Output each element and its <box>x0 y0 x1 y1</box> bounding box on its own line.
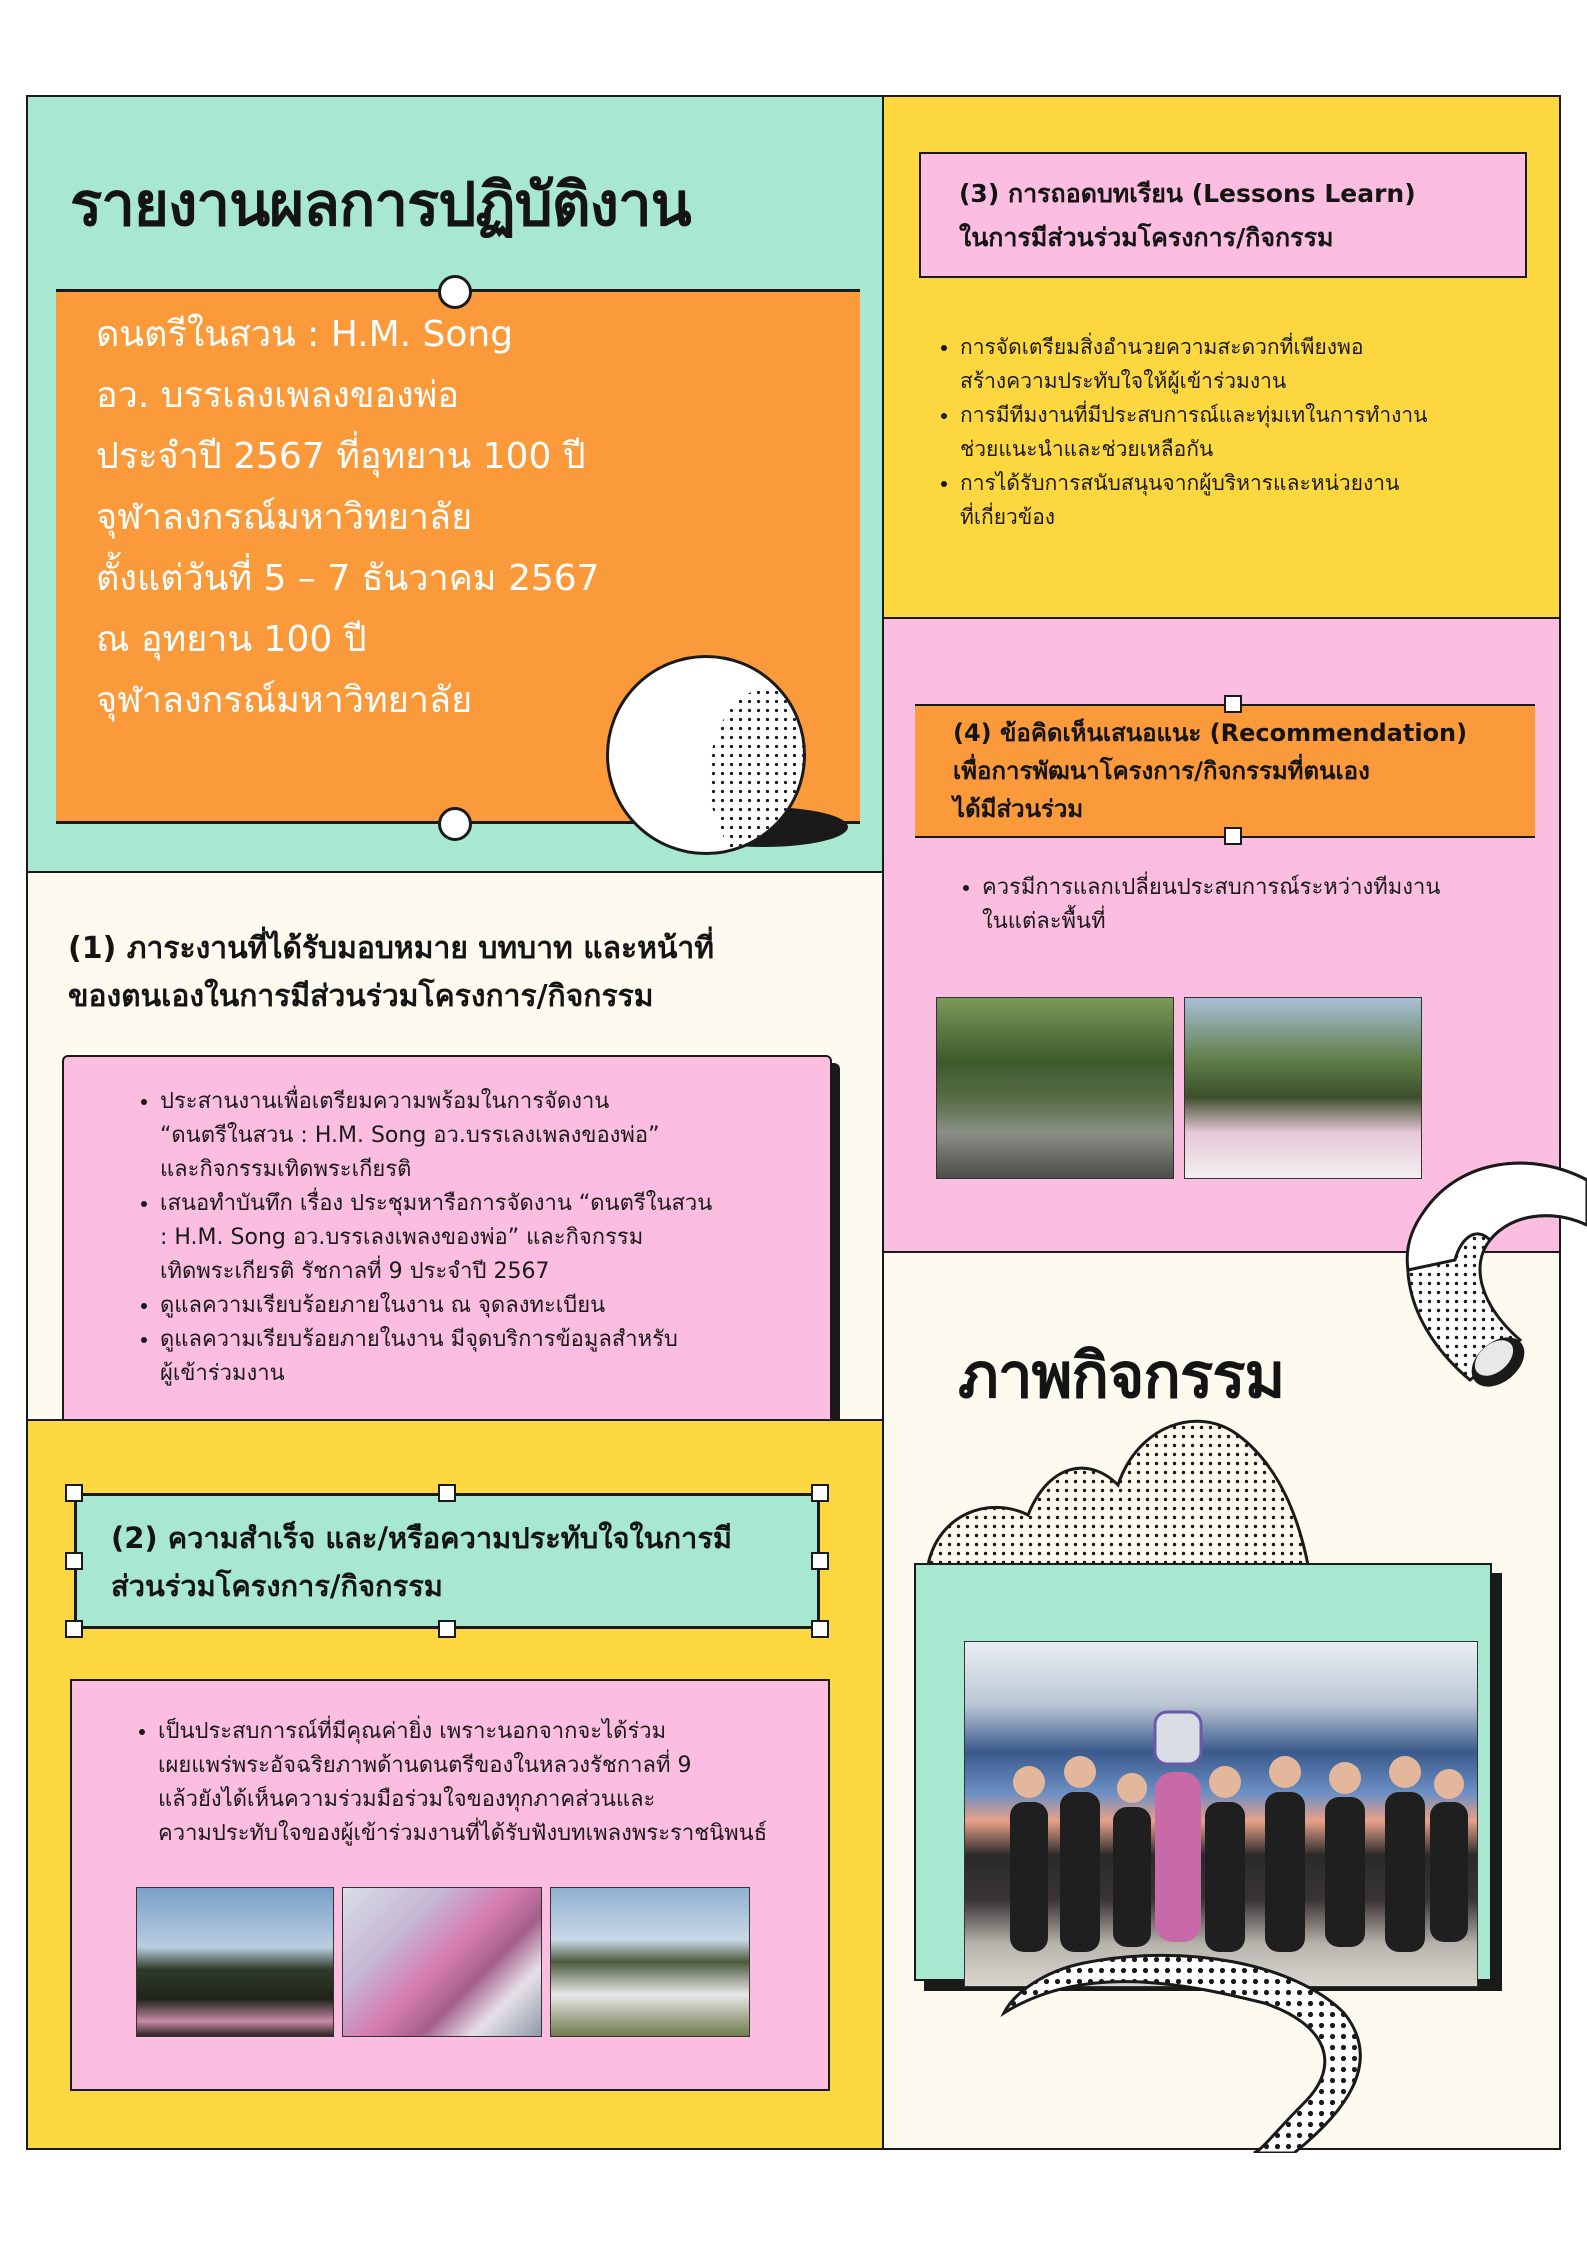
selection-handle <box>438 1620 456 1638</box>
concert-photo <box>136 1887 334 2037</box>
section-2-heading-line: ส่วนร่วมโครงการ/กิจกรรม <box>111 1569 443 1603</box>
list-item-text: การได้รับการสนับสนุนจากผู้บริหารและหน่วยงาน <box>960 471 1400 495</box>
section-2-heading <box>111 1514 811 1610</box>
list-item-text: ควรมีการแลกเปลี่ยนประสบการณ์ระหว่างทีมงาน <box>982 875 1441 900</box>
header-section <box>26 95 884 873</box>
section-1-card <box>62 1055 832 1427</box>
list-item <box>158 1715 814 1851</box>
list-item-text: สร้างความประทับใจให้ผู้เข้าร่วมงาน <box>960 369 1287 393</box>
list-item <box>960 398 1526 466</box>
list-item-text: เผยแพร่พระอัจฉริยภาพด้านดนตรีของในหลวงรัชกาลที่ 9 <box>158 1753 692 1778</box>
list-item <box>160 1289 816 1323</box>
section-1-heading <box>68 925 868 1021</box>
connector-circle-top <box>438 275 472 309</box>
section-2-list <box>124 1715 814 1851</box>
event-line: ดนตรีในสวน : H.M. Song <box>96 314 514 355</box>
list-item-text: เทิดพระเกียรติ รัชกาลที่ 9 ประจำปี 2567 <box>160 1259 550 1284</box>
list-item <box>160 1323 816 1391</box>
event-line: ประจำปี 2567 ที่อุทยาน 100 ปี <box>96 436 586 477</box>
section-3-heading-box <box>919 152 1527 278</box>
section-4-heading-line: (4) ข้อคิดเห็นเสนอแนะ (Recommendation) <box>953 719 1468 747</box>
souvenir-photo <box>342 1887 542 2037</box>
selection-handle <box>1224 827 1242 845</box>
list-item <box>160 1085 816 1187</box>
list-item-text: เป็นประสบการณ์ที่มีคุณค่ายิ่ง เพราะนอกจากจะได้ร่วม <box>158 1719 667 1744</box>
section-2-card <box>70 1679 830 2091</box>
list-item-text: ประสานงานเพื่อเตรียมความพร้อมในการจัดงาน <box>160 1089 610 1114</box>
selection-handle <box>811 1484 829 1502</box>
seating-photo <box>550 1887 750 2037</box>
ball-dots <box>709 688 806 855</box>
section-3-list <box>926 330 1526 534</box>
list-item-text: ช่วยแนะนำและช่วยเหลือกัน <box>960 437 1214 461</box>
dotted-ribbon-decoration <box>964 1943 1384 2153</box>
section-1-heading-line: ของตนเองในการมีส่วนร่วมโครงการ/กิจกรรม <box>68 979 654 1014</box>
walking-crowd-photo <box>936 997 1174 1179</box>
event-line: ตั้งแต่วันที่ 5 – 7 ธันวาคม 2567 <box>96 558 600 599</box>
connector-circle-bottom <box>438 807 472 841</box>
event-line: จุฬาลงกรณ์มหาวิทยาลัย <box>96 497 473 538</box>
section-2-heading-line: (2) ความสำเร็จ และ/หรือความประทับใจในการมี <box>111 1521 733 1555</box>
list-item <box>982 871 1528 939</box>
group-photo-frame <box>914 1563 1492 1981</box>
list-item <box>960 466 1526 534</box>
section-4-heading <box>953 714 1533 828</box>
section-3 <box>882 95 1561 619</box>
selection-handle <box>811 1552 829 1570</box>
section-4-heading-box <box>915 704 1535 838</box>
section-2 <box>26 1419 884 2150</box>
list-item-text: แล้วยังได้เห็นความร่วมมือร่วมใจของทุกภาคส่วนและ <box>158 1787 656 1812</box>
section-4-heading-line: เพื่อการพัฒนาโครงการ/กิจกรรมที่ตนเอง <box>953 757 1370 785</box>
list-item-text: ดูแลความเรียบร้อยภายในงาน มีจุดบริการข้อมูลสำหรับ <box>160 1327 678 1352</box>
section-1-heading-line: (1) ภาระงานที่ได้รับมอบหมาย บทบาท และหน้าที่ <box>68 931 715 966</box>
selection-handle <box>811 1620 829 1638</box>
list-item-text: การมีทีมงานที่มีประสบการณ์และทุ่มเทในการทำงาน <box>960 403 1428 427</box>
arc-tube-decoration <box>1380 1090 1587 1430</box>
list-item-text: ในแต่ละพื้นที่ <box>982 909 1106 934</box>
list-item <box>960 330 1526 398</box>
activity-title: ภาพกิจกรรม <box>958 1339 1285 1412</box>
list-item-text: การจัดเตรียมสิ่งอำนวยความสะดวกที่เพียงพอ <box>960 335 1364 359</box>
selection-handle <box>65 1484 83 1502</box>
section-4-list <box>948 871 1528 939</box>
event-line: จุฬาลงกรณ์มหาวิทยาลัย <box>96 680 473 721</box>
dotted-cloud-decoration <box>918 1405 1318 1575</box>
section-3-heading <box>959 172 1519 260</box>
group-photo-figures <box>965 1642 1478 1987</box>
section-3-heading-line: (3) การถอดบทเรียน (Lessons Learn) <box>959 179 1416 208</box>
list-item-text: : H.M. Song อว.บรรเลงเพลงของพ่อ” และกิจกรรม <box>160 1225 644 1250</box>
list-item-text: “ดนตรีในสวน : H.M. Song อว.บรรเลงเพลงของพ่อ” <box>160 1123 660 1148</box>
list-item-text: ผู้เข้าร่วมงาน <box>160 1361 285 1386</box>
list-item <box>160 1187 816 1289</box>
list-item-text: ความประทับใจของผู้เข้าร่วมงานที่ได้รับฟังบทเพลงพระราชนิพนธ์ <box>158 1821 768 1846</box>
section-3-heading-line: ในการมีส่วนร่วมโครงการ/กิจกรรม <box>959 223 1334 252</box>
selection-handle <box>65 1620 83 1638</box>
list-item-text: และกิจกรรมเทิดพระเกียรติ <box>160 1157 412 1182</box>
section-2-heading-box <box>74 1493 820 1629</box>
event-line: ณ อุทยาน 100 ปี <box>96 619 367 660</box>
section-4-heading-line: ได้มีส่วนร่วม <box>953 795 1084 823</box>
section-1-list <box>126 1085 816 1391</box>
selection-handle <box>438 1484 456 1502</box>
event-line: อว. บรรเลงเพลงของพ่อ <box>96 375 460 416</box>
selection-handle <box>65 1552 83 1570</box>
list-item-text: ที่เกี่ยวข้อง <box>960 505 1056 529</box>
page-title: รายงานผลการปฏิบัติงาน <box>70 170 691 240</box>
list-item-text: ดูแลความเรียบร้อยภายในงาน ณ จุดลงทะเบียน <box>160 1293 606 1318</box>
list-item-text: เสนอทำบันทึก เรื่อง ประชุมหารือการจัดงาน “ดนตรีในสวน <box>160 1191 713 1216</box>
selection-handle <box>1224 695 1242 713</box>
group-photo <box>964 1641 1478 1987</box>
ball-decoration <box>606 655 806 855</box>
section-1 <box>26 871 884 1421</box>
